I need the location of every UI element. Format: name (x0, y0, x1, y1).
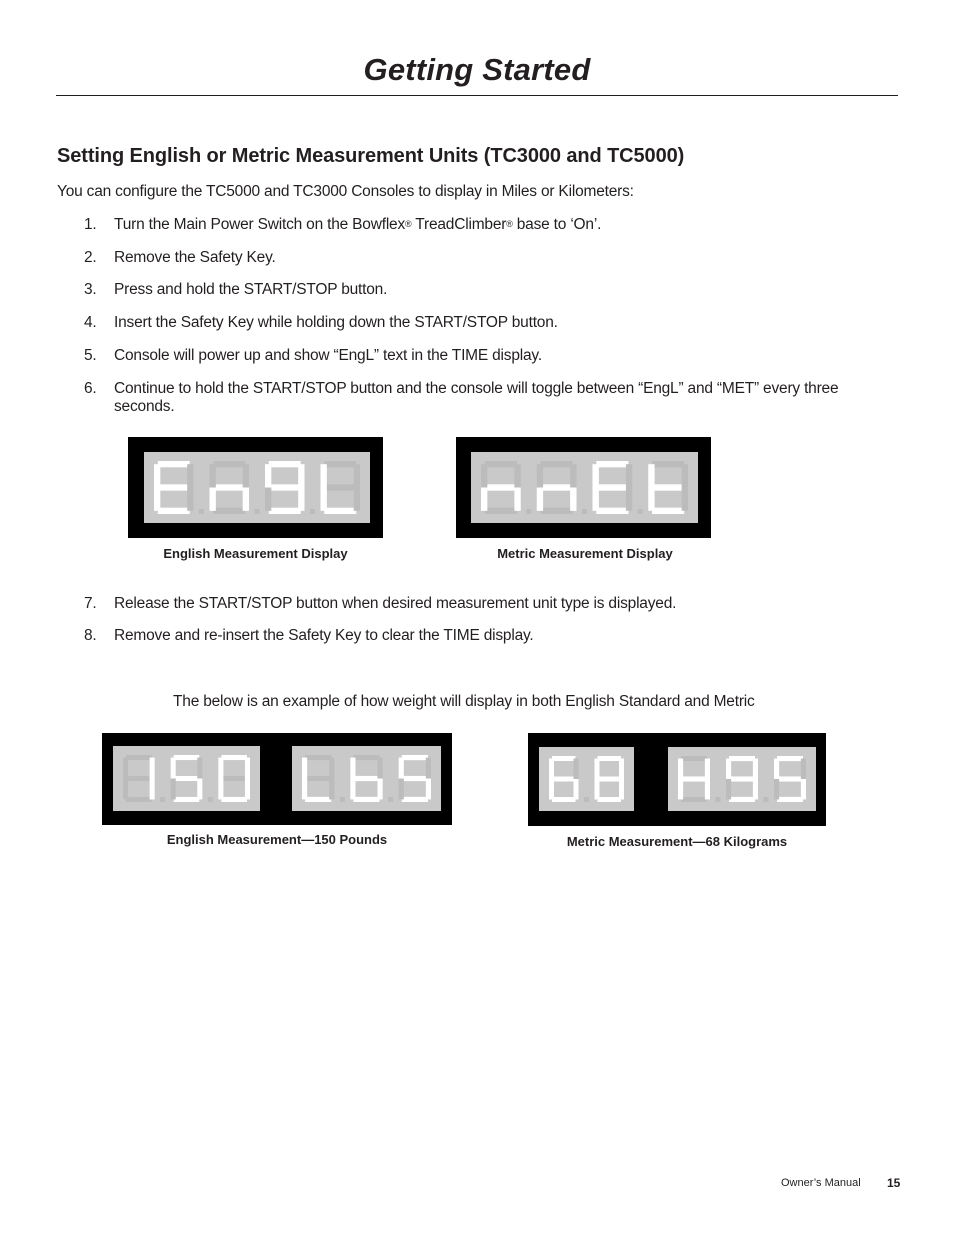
lcd-segment (354, 464, 360, 487)
lcd-decimal-point (388, 797, 393, 802)
example-paragraph: The below is an example of how weight will display in both English Standard and Metric (173, 693, 755, 710)
lcd-digit (595, 756, 625, 802)
lcd-segment (648, 488, 654, 511)
intro-paragraph: You can configure the TC5000 and TC3000 Consoles to display in Miles or Kilometers: (57, 183, 634, 200)
lcd-segment (399, 758, 404, 779)
lcd-segment (158, 508, 190, 514)
lcd-decimal-point (255, 509, 260, 514)
lcd-segment (187, 488, 193, 511)
step-number: 4. (84, 314, 97, 331)
lcd-segment (213, 484, 245, 490)
lcd-digit (678, 756, 721, 802)
lcd-segment (598, 797, 622, 802)
lcd-decimal-point (584, 797, 589, 802)
lcd-segment (354, 488, 360, 511)
lcd-decimal-point (160, 797, 165, 802)
lcd-segment (154, 488, 160, 511)
lcd-segment (265, 488, 271, 511)
lcd-segment (481, 488, 487, 511)
lcd-segment (774, 779, 779, 799)
lcd-segment (541, 508, 573, 514)
lcd-segment (377, 779, 382, 800)
lcd-segment (174, 755, 200, 760)
lcd-digit (726, 756, 769, 802)
lcd-segment (174, 776, 200, 781)
lcd-segment (682, 464, 688, 487)
lcd-segment (549, 779, 554, 800)
lcd-segment (302, 779, 307, 800)
lcd-segment (682, 488, 688, 511)
lcd-digit (265, 461, 315, 514)
lcd-segment (777, 776, 803, 781)
lcd-segment (298, 464, 304, 487)
lcd-segment (377, 758, 382, 779)
lcd-segment (514, 464, 520, 487)
step-text: Remove the Safety Key. (114, 249, 276, 266)
lcd-segment (681, 756, 707, 761)
lcd-segment (126, 755, 152, 760)
lcd-segment (626, 464, 632, 487)
step-text: Press and hold the START/STOP button. (114, 281, 388, 298)
lcd-segment (652, 461, 684, 467)
lcd-segment (541, 461, 573, 467)
lcd-digit (154, 461, 204, 514)
lcd-segment (574, 779, 579, 800)
lcd-segment (626, 488, 632, 511)
lcd-decimal-point (340, 797, 345, 802)
figure-caption: Metric Measurement Display (497, 546, 673, 561)
lcd-segment (197, 758, 202, 779)
lcd-decimal-point (310, 509, 315, 514)
lcd-segment (726, 779, 731, 799)
step-number: 6. (84, 380, 97, 397)
lcd-segment (269, 484, 301, 490)
lcd-segment (552, 756, 576, 761)
lcd-segment (537, 464, 543, 487)
lcd-digit (302, 755, 345, 802)
lcd-segment (329, 779, 334, 800)
lcd-segment (485, 461, 517, 467)
lcd-segment (574, 759, 579, 780)
lcd-segment (123, 779, 128, 800)
lcd-segment (596, 508, 628, 514)
step-number: 3. (84, 281, 97, 298)
lcd-segment (353, 776, 379, 781)
lcd-digit (210, 461, 260, 514)
step-number: 8. (84, 627, 97, 644)
lcd-decimal-point (716, 797, 721, 802)
lcd-segment (269, 508, 301, 514)
step-text: Insert the Safety Key while holding down the START/STOP button. (114, 314, 558, 331)
lcd-segment (245, 758, 250, 779)
lcd-segment (481, 464, 487, 487)
lcd-segment (324, 484, 356, 490)
seven-segment-readout-right (292, 746, 441, 811)
lcd-segment (269, 461, 301, 467)
lcd-segment (570, 488, 576, 511)
lcd-digit (593, 461, 643, 514)
section-heading: Setting English or Metric Measurement Units (TC3000 and TC5000) (57, 145, 685, 167)
lcd-segment (305, 755, 331, 760)
lcd-segment (729, 797, 755, 802)
lcd-segment (298, 488, 304, 511)
lcd-segment (705, 779, 710, 799)
figure-caption: English Measurement—150 Pounds (166, 832, 388, 847)
lcd-segment (729, 776, 755, 781)
metric-weight-panel (528, 733, 826, 826)
lcd-segment (598, 756, 622, 761)
lcd-decimal-point (208, 797, 213, 802)
lcd-segment (402, 776, 428, 781)
lcd-segment (777, 797, 803, 802)
step-number: 1. (84, 216, 97, 233)
lcd-segment (221, 797, 247, 802)
lcd-segment (753, 779, 758, 799)
lcd-segment (595, 759, 600, 780)
lcd-segment (245, 779, 250, 800)
lcd-segment (221, 755, 247, 760)
lcd-segment (485, 484, 517, 490)
lcd-segment (399, 779, 404, 800)
lcd-segment (329, 758, 334, 779)
english-display-panel (128, 437, 383, 538)
lcd-segment (570, 464, 576, 487)
lcd-digit (774, 756, 806, 802)
lcd-decimal-point (764, 797, 769, 802)
step-number: 7. (84, 595, 97, 612)
lcd-segment (514, 488, 520, 511)
lcd-segment (126, 797, 152, 802)
step-number: 2. (84, 249, 97, 266)
lcd-segment (595, 779, 600, 800)
page-title: Getting Started (363, 52, 591, 87)
step-text: Continue to hold the START/STOP button and the console will toggle between “EngL” and “MET” every three seconds. (114, 380, 839, 415)
lcd-segment (549, 759, 554, 780)
seven-segment-readout-right (668, 747, 816, 811)
lcd-segment (552, 777, 576, 782)
lcd-decimal-point (638, 509, 643, 514)
lcd-segment (197, 779, 202, 800)
lcd-segment (596, 484, 628, 490)
lcd-segment (350, 758, 355, 779)
lcd-segment (619, 779, 624, 800)
lcd-segment (324, 508, 356, 514)
lcd-segment (243, 488, 249, 511)
lcd-digit (171, 755, 213, 802)
lcd-digit (399, 755, 431, 802)
lcd-segment (777, 756, 803, 761)
lcd-digit (537, 461, 587, 514)
lcd-segment (774, 759, 779, 779)
lcd-segment (402, 755, 428, 760)
lcd-segment (426, 758, 431, 779)
lcd-segment (652, 484, 684, 490)
step-text: Turn the Main Power Switch on the Bowflex® TreadClimber® base to ‘On’. (114, 216, 602, 233)
lcd-segment (681, 776, 707, 781)
lcd-segment (174, 797, 200, 802)
lcd-segment (126, 776, 152, 781)
lcd-segment (213, 461, 245, 467)
lcd-segment (681, 797, 707, 802)
lcd-segment (171, 779, 176, 800)
lcd-segment (324, 461, 356, 467)
title-rule (56, 95, 898, 96)
lcd-segment (652, 508, 684, 514)
lcd-segment (678, 759, 683, 779)
lcd-segment (485, 508, 517, 514)
lcd-segment (726, 759, 731, 779)
lcd-segment (150, 758, 155, 779)
figure-caption: Metric Measurement—68 Kilograms (566, 834, 788, 849)
lcd-digit (481, 461, 531, 514)
lcd-segment (801, 779, 806, 799)
lcd-decimal-point (526, 509, 531, 514)
lcd-segment (541, 484, 573, 490)
lcd-segment (705, 759, 710, 779)
seven-segment-readout-left (539, 747, 634, 811)
lcd-segment (753, 759, 758, 779)
lcd-segment (596, 461, 628, 467)
lcd-segment (353, 797, 379, 802)
lcd-segment (187, 464, 193, 487)
seven-segment-readout-left (113, 746, 260, 811)
lcd-segment (305, 776, 331, 781)
step-number: 5. (84, 347, 97, 364)
lcd-segment (243, 464, 249, 487)
lcd-digit (321, 461, 361, 514)
lcd-digit (218, 755, 250, 802)
lcd-segment (302, 758, 307, 779)
lcd-segment (729, 756, 755, 761)
lcd-segment (321, 464, 327, 487)
lcd-segment (265, 464, 271, 487)
seven-segment-readout (471, 452, 698, 523)
figure-caption: English Measurement Display (163, 546, 348, 561)
lcd-digit (123, 755, 165, 802)
lcd-segment (218, 779, 223, 800)
lcd-decimal-point (199, 509, 204, 514)
lcd-segment (648, 464, 654, 487)
step-text: Release the START/STOP button when desired measurement unit type is displayed. (114, 595, 677, 612)
lcd-segment (154, 464, 160, 487)
lcd-segment (593, 464, 599, 487)
lcd-segment (123, 758, 128, 779)
lcd-segment (218, 758, 223, 779)
lcd-segment (619, 759, 624, 780)
lcd-digit (350, 755, 393, 802)
lcd-segment (593, 488, 599, 511)
lcd-segment (402, 797, 428, 802)
lcd-segment (150, 779, 155, 800)
lcd-segment (158, 461, 190, 467)
lcd-decimal-point (582, 509, 587, 514)
lcd-segment (210, 464, 216, 487)
step-text: Remove and re-insert the Safety Key to clear the TIME display. (114, 627, 534, 644)
lcd-segment (171, 758, 176, 779)
page-number: 15 (887, 1176, 901, 1190)
lcd-segment (801, 759, 806, 779)
lcd-segment (350, 779, 355, 800)
lcd-digit (549, 756, 589, 802)
lcd-segment (321, 488, 327, 511)
lcd-segment (552, 797, 576, 802)
lcd-segment (678, 779, 683, 799)
lcd-digit (648, 461, 688, 514)
lcd-segment (210, 488, 216, 511)
step-text: Console will power up and show “EngL” text in the TIME display. (114, 347, 542, 364)
lcd-segment (426, 779, 431, 800)
lcd-segment (353, 755, 379, 760)
lcd-segment (213, 508, 245, 514)
seven-segment-readout (144, 452, 370, 523)
lcd-segment (598, 777, 622, 782)
english-weight-panel (102, 733, 452, 825)
lcd-segment (305, 797, 331, 802)
lcd-segment (158, 484, 190, 490)
lcd-segment (221, 776, 247, 781)
lcd-segment (537, 488, 543, 511)
footer-label: Owner’s Manual (781, 1177, 861, 1189)
metric-display-panel (456, 437, 711, 538)
